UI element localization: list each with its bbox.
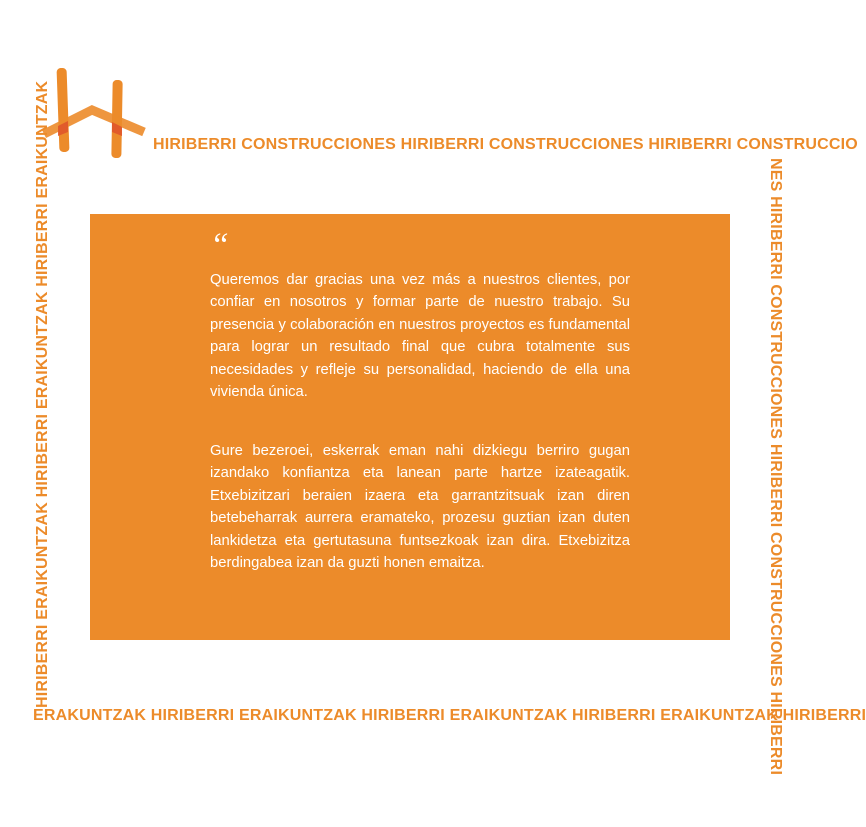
hiriberri-logo-icon — [40, 60, 150, 160]
border-text-left: HIRIBERRI ERAIKUNTZAK HIRIBERRI ERAIKUNTZAK HIRIBERRI ERAIKUNTZAK — [34, 80, 51, 708]
border-text-right: NES HIRIBERRI CONSTRUCCIONES HIRIBERRI CONSTRUCCIONES HIRIBERRI — [767, 158, 784, 776]
quote-panel — [90, 214, 730, 640]
border-text-bottom: ERAKUNTZAK HIRIBERRI ERAIKUNTZAK HIRIBERRI ERAIKUNTZAK HIRIBERRI ERAIKUNTZAK HIRIBERRI — [33, 707, 866, 724]
quote-paragraph-spanish: Queremos dar gracias una vez más a nuestros clientes, por confiar en nosotros y formar parte de nuestro trabajo. Su presencia y colaboración en nuestros proyectos es fundamental para lograr un resultado final que cubra totalmente sus necesidades y refleje su personalidad, haciendo de ella una vivienda única. — [210, 272, 630, 401]
border-text-top: HIRIBERRI CONSTRUCCIONES HIRIBERRI CONSTRUCCIONES HIRIBERRI CONSTRUCCIO — [153, 136, 858, 153]
quote-mark-icon: “ — [210, 227, 229, 264]
quote-paragraph-basque: Gure bezeroei, eskerrak eman nahi dizkiegu berriro gugan izandako konfiantza eta lanean parte hartze izateagatik. Etxebizitzari beraien izaera eta garrantzitsuak izan diren betebeharrak aurrera eramateko, prozesu guztian izan duten lankidetza eta gertutasuna funtsezkoak izan dira. Etxebizitza berdingabea izan da guzti honen emaitza. — [210, 443, 630, 572]
